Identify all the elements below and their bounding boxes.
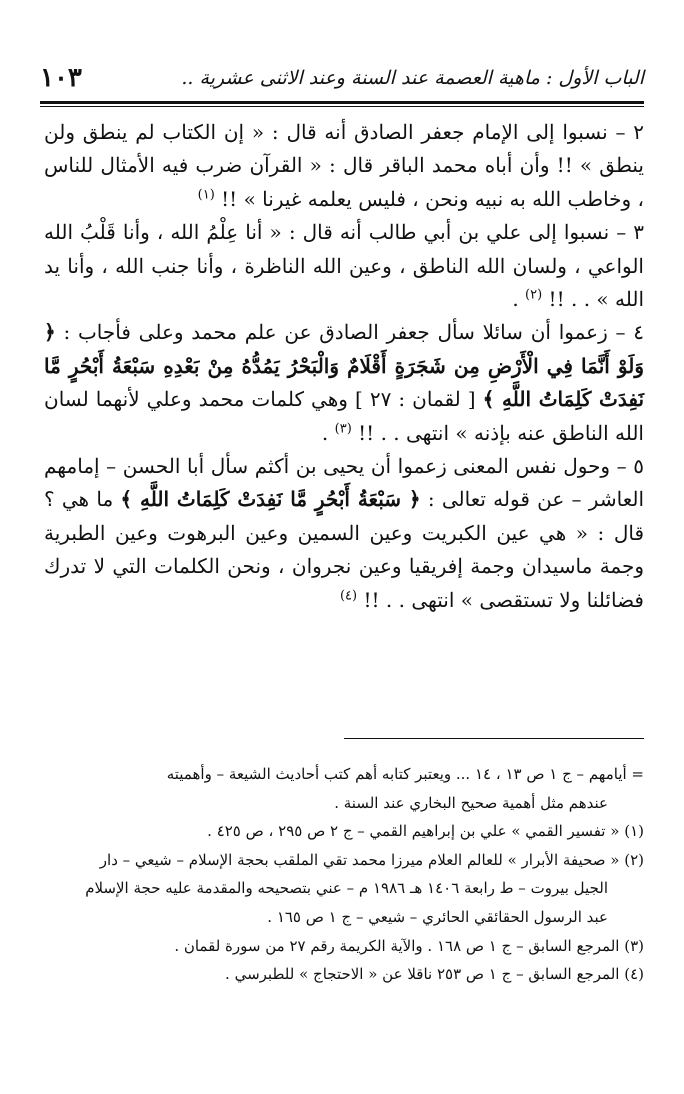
paragraph-number: ٣ — [633, 220, 644, 245]
paragraph-4: ٤ – زعموا أن سائلا سأل جعفر الصادق عن علم محمد وعلى فأجاب : ﴿ وَلَوْ أَنَّمَا فِي الْأَرْضِ مِن شَجَرَةٍ أَقْلَامٌ وَالْبَحْرُ يَمُدُّهُ مِنْ بَعْدِهِ سَبْعَةُ أَبْحُرٍ مَّا نَفِدَتْ كَلِمَاتُ اللَّهِ ﴾ [ لقمان : ٢٧ ] وهي كلمات محمد وعلي لأنهما لسان الله الناطق عنه بإذنه » انتهى . . !! $^{(٣)}$ . — [44, 320, 645, 445]
paragraph-text: نسبوا إلى علي بن أبي طالب أنه قال : « أنا عِلْمُ الله ، وأنا قَلْبُ الله الواعي ، ولسان الله الناطق ، وعين الله الناظرة ، وأنا جنب الله ، وأنا يد الله » . . !! — [44, 220, 644, 312]
footnote-text: « تفسير القمي » علي بن إبراهيم القمي – ج ٢ ص ٢٩٥ ، ص ٤٢٥ . — [207, 822, 620, 841]
footnotes — [44, 760, 644, 989]
footnote-text: « صحيفة الأبرار » للعالم العلام ميرزا محمد تقي الملقب بحجة الإسلام – شيعي – دار — [99, 850, 620, 869]
footnote-text-line: عبد الرسول الحقائقي الحائري – شيعي – ج ١ ص ١٦٥ . — [267, 907, 608, 926]
paragraph-number: ٤ — [633, 320, 645, 345]
paragraph-tail: . — [512, 287, 519, 312]
footnote-3 — [44, 932, 644, 961]
paragraph-number: ٢ — [633, 120, 644, 144]
page-header — [40, 58, 644, 98]
header-rule — [40, 101, 644, 104]
footnote-ref: (٤) — [339, 588, 358, 604]
footnote-ref: (١) — [197, 187, 215, 203]
paragraph-2: ٢ – نسبوا إلى الإمام جعفر الصادق أنه قال : « إن الكتاب لم ينطق ولن ينطق » !! وأن أباه محمد الباقر قال : « القرآن ضرب فيه الأمثال للناس ، وخاطب الله به نبيه ونحن ، فليس يعلمه غيرنا » !! $^{(١)}$ — [44, 120, 644, 211]
paragraph-text-after: ما هي ؟ قال : « هي عين الكبريت وعين السمين وعين البرهوت وعين الطبرية وجمة ماسيدان وجمة إفريقيا وعين نجروان ، ونحن الكلمات التي لا تدرك فضائلنا ولا تستقصى » انتهى . . !! — [44, 487, 644, 612]
paragraph-number: ٥ — [633, 454, 645, 479]
page-number: ١٠٣ — [40, 63, 82, 93]
footnote-text: المرجع السابق – ج ١ ص ٢٥٣ ناقلا عن « الاحتجاج » للطبرسي . — [225, 965, 620, 984]
paragraph-tail: . — [321, 420, 329, 445]
footnote-continuation-line: عندهم مثل أهمية صحيح البخاري عند السنة . — [334, 793, 608, 812]
main-text — [44, 116, 644, 617]
paragraph-text: وحول نفس المعنى زعموا أن يحيى بن أكثم سأل أبا الحسن – إمامهم العاشر – عن قوله تعالى : — [44, 454, 644, 512]
footnote-4 — [44, 960, 644, 989]
paragraph-3: ٣ – نسبوا إلى علي بن أبي طالب أنه قال : « أنا عِلْمُ الله ، وأنا قَلْبُ الله الواعي ، ولسان الله الناطق ، وعين الله الناظرة ، وأنا جنب الله ، وأنا يد الله » . . !! $^{(٢)}$ . — [44, 220, 644, 312]
running-title: الباب الأول : ماهية العصمة عند السنة وعند الاثنى عشرية .. — [181, 67, 644, 89]
footnote-separator — [344, 738, 644, 739]
footnote-marker: (٢) — [624, 850, 644, 869]
footnote-ref: (٢) — [525, 287, 543, 303]
footnote-marker: (٤) — [624, 965, 644, 984]
quran-verse: ﴿ وَلَوْ أَنَّمَا فِي الْأَرْضِ مِن شَجَرَةٍ أَقْلَامٌ وَالْبَحْرُ يَمُدُّهُ مِنْ بَعْدِهِ سَبْعَةُ أَبْحُرٍ مَّا نَفِدَتْ كَلِمَاتُ اللَّهِ ﴾ — [44, 320, 645, 412]
paragraph-text: زعموا أن سائلا سأل جعفر الصادق عن علم محمد وعلى فأجاب : — [63, 320, 608, 345]
footnote-2 — [44, 846, 644, 875]
footnote-text: المرجع السابق – ج ١ ص ١٦٨ . والآية الكريمة رقم ٢٧ من سورة لقمان . — [174, 936, 620, 955]
footnote-ref: (٣) — [334, 421, 352, 436]
header-rule-thin — [40, 106, 644, 107]
footnote-marker: (١) — [624, 822, 644, 841]
paragraph-5: ٥ – وحول نفس المعنى زعموا أن يحيى بن أكثم سأل أبا الحسن – إمامهم العاشر – عن قوله تعالى : ﴿ سَبْعَةُ أَبْحُرٍ مَّا نَفِدَتْ كَلِمَاتُ اللَّهِ ﴾ ما هي ؟ قال : « هي عين الكبريت وعين السمين وعين البرهوت وعين الطبرية وجمة ماسيدان وجمة إفريقيا وعين نجروان ، ونحن الكلمات التي لا تدرك فضائلنا ولا تستقصى » انتهى . . !! $^{(٤)}$ — [44, 454, 645, 612]
footnote-1 — [44, 817, 644, 846]
quran-verse: ﴿ سَبْعَةُ أَبْحُرٍ مَّا نَفِدَتْ كَلِمَاتُ اللَّهِ ﴾ — [120, 487, 421, 512]
paragraph-text-after: [ لقمان : ٢٧ ] وهي كلمات محمد وعلي لأنهما لسان الله الناطق عنه بإذنه » انتهى . . !! — [44, 387, 644, 445]
paragraph-text: نسبوا إلى الإمام جعفر الصادق أنه قال : « إن الكتاب لم ينطق ولن ينطق » !! وأن أباه محمد الباقر قال : « القرآن ضرب فيه الأمثال للناس ، وخاطب الله به نبيه ونحن ، فليس يعلمه غيرنا » !! — [44, 120, 644, 211]
footnote-marker: (٣) — [624, 936, 644, 955]
footnote-text-line: الجيل بيروت – ط رابعة ١٤٠٦ هـ ١٩٨٦ م – عني بتصحيحه والمقدمة عليه حجة الإسلام — [85, 879, 608, 898]
footnote-continuation-line: = أيامهم – ج ١ ص ١٣ ، ١٤ ... ويعتبر كتابه أهم كتب أحاديث الشيعة – وأهميته — [166, 765, 644, 783]
